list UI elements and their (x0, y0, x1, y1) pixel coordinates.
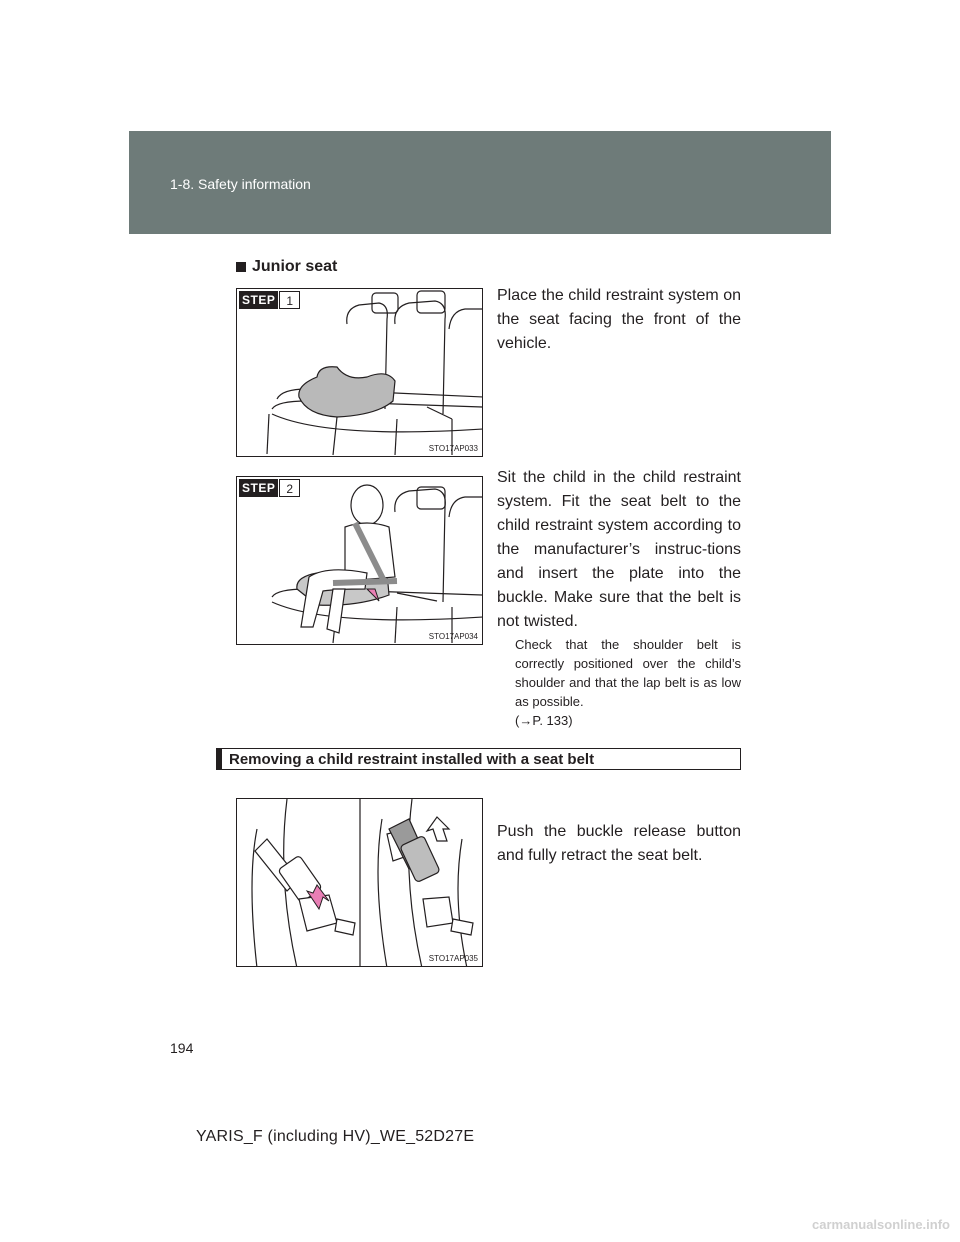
square-bullet-icon (236, 262, 246, 272)
subheading-text: Junior seat (252, 258, 338, 275)
step-number: 1 (279, 291, 300, 309)
step-number: 2 (279, 479, 300, 497)
removing-text: Push the buckle release button and fully retract the seat belt. (497, 823, 741, 864)
section-title: Removing a child restraint installed with a seat belt (229, 750, 595, 768)
note-text: Check that the shoulder belt is correctly positioned over the child’s shoulder and that the lap belt is as low as possible. (515, 637, 741, 709)
step-badge-1 (239, 291, 300, 309)
watermark: carmanualsonline.info (812, 1217, 950, 1232)
step-2-text: Sit the child in the child restraint system. Fit the seat belt to the child restraint system according to the manufacturer’s instruc-tions and insert the plate into the buckle. Make sure that the belt is not twisted. (497, 469, 741, 630)
figure-code: STO17AP034 (428, 632, 478, 641)
section-title-bar (216, 748, 741, 770)
document-footer: YARIS_F (including HV)_WE_52D27E (196, 1128, 475, 1145)
junior-seat-on-rear-seat-illustration (237, 289, 483, 457)
step-word: STEP (239, 479, 278, 497)
step-1-text: Place the child restraint system on the seat facing the front of the vehicle. (497, 287, 741, 352)
step-2-note (515, 635, 741, 730)
step-badge-2 (239, 479, 300, 497)
figure-code: STO17AP035 (428, 954, 478, 963)
section-label: 1-8. Safety information (170, 176, 311, 192)
figure-code: STO17AP033 (428, 444, 478, 453)
page-number: 194 (170, 1040, 194, 1056)
figure-step-1 (236, 288, 483, 457)
figure-buckle-release (236, 798, 483, 967)
subheading (236, 258, 337, 276)
buckle-release-illustration (237, 799, 483, 967)
child-in-junior-seat-illustration (237, 477, 483, 645)
step-word: STEP (239, 291, 278, 309)
figure-step-2 (236, 476, 483, 645)
page-reference-link[interactable]: (→P. 133) (515, 713, 573, 728)
